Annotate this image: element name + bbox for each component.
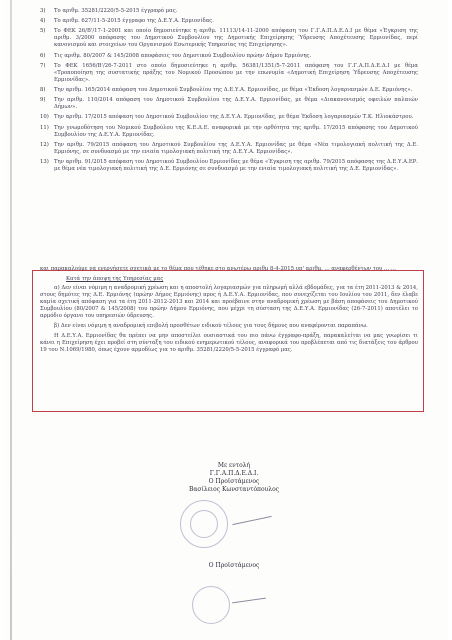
decision-section xyxy=(40,262,418,357)
reference-text: Την αριθμ. 91/2015 απόφαση του Δημοτικού Συμβουλίου Ερμιονίδας με θέμα «Έγκριση της αριθμ. 79/2015 απόφασης της Δ.Ε.Υ.Α.ΕΡ. με θέμα νέα τιμολογιακή πολιτική της Δ.Ε. Ερμιόνης σε συνδυασμό με την ενιαία τιμολογιακή πολιτική της Δ.Ε. Ερμιονίδας». xyxy=(54,158,418,172)
reference-item xyxy=(40,114,418,121)
reference-text: Το ΦΕΚ 26/Β'/17-1-2001 και οποίο δημοσιεύτηκε η αριθμ. 11113/14-11-2000 απόφαση του Γ.Γ.Α.Π.Δ.Ε.Δ.Ι με θέμα «Έγκριση της αριθμ. 3/2000 απόφασης του Δημοτικού Συμβουλίου της Δημοτικής Επιχείρησης Ύδρευσης Αποχέτευσης Ερμιονίδας, περί κανονισμού και στοιχείων του Οργανισμού Εσωτερικής Υπηρεσίας της Επιχείρησης». xyxy=(54,28,418,49)
reference-number: 13) xyxy=(40,158,49,165)
document-body xyxy=(40,8,418,176)
section-subheading: Κατά την άποψη της Υπηρεσίας μας xyxy=(66,276,164,282)
paragraph-b: β) Δεν είναι νόμιμη η αναδρομική επιβολή προσθέτων ειδικού τέλους για τους δήμους που αναφέρονται παραπάνω. xyxy=(54,323,368,329)
signature-org: Γ.Γ.Α.Π.Δ.Ε.Δ.Ι. xyxy=(209,470,259,477)
reference-item xyxy=(40,53,418,60)
reference-number: 11) xyxy=(40,124,49,131)
reference-item xyxy=(40,28,418,49)
reference-item xyxy=(40,87,418,94)
reference-text: Το αριθμ. 35281/2220/5-5-2015 έγγραφό μας. xyxy=(54,8,178,14)
lower-stamp xyxy=(192,586,230,624)
scan-edge xyxy=(10,0,12,640)
reference-item xyxy=(40,142,418,156)
signature-order: Με εντολή xyxy=(217,462,251,469)
reference-item xyxy=(40,8,418,15)
reference-text: Το αριθμ. 627/11-5-2015 έγγραφο της Δ.Ε.Υ.Α. Ερμιονίδας. xyxy=(54,18,214,25)
reference-number: 9) xyxy=(40,97,46,104)
reference-number: 3) xyxy=(40,8,46,14)
reference-text: Την αριθμ. 79/2015 απόφαση του Δημοτικού Συμβουλίου της Δ.Ε.Υ.Α. Ερμιονίδας με θέμα «Νέα τιμολογιακή πολιτική της Δ.Ε. Ερμιόνης, σε συνδυασμό με την ενιαία τιμολογιακή πολιτική της Δ.Ε.Υ.Α. Ερμιονίδας». xyxy=(54,141,418,155)
reference-number: 4) xyxy=(40,18,46,25)
signature-block xyxy=(124,462,344,494)
signature-block-2 xyxy=(124,562,344,570)
reference-text: Την αριθμ. 17/2015 απόφαση του Δημοτικού Συμβουλίου της Δ.Ε.Υ.Α. Ερμιονίδας, με θέμα Έκδοση λογαριασμών Τ.Κ. Ηλιοκάστρου. xyxy=(54,114,414,121)
lower-handwritten-signature xyxy=(232,598,266,604)
reference-number: 6) xyxy=(40,52,46,59)
reference-number: 12) xyxy=(40,141,49,148)
reference-text: Την γνωμοδότηση του Νομικού Συμβούλου της Κ.Ε.Δ.Ε. αναφορικά με την ορθότητα της αριθμ. 17/2015 απόφασης του Δημοτικού Συμβουλίου της Δ.Ε.Υ.Α. Ερμιονίδας. xyxy=(54,124,418,138)
signature-role: Ο Προϊστάμενος xyxy=(208,478,260,485)
reference-number: 7) xyxy=(40,62,46,69)
handwritten-signature xyxy=(232,516,271,525)
reference-item xyxy=(40,159,418,173)
reference-item xyxy=(40,63,418,84)
signature-name: Βασίλειος Κωνσταντόπουλος xyxy=(188,486,280,493)
reference-number: 8) xyxy=(40,86,46,93)
official-stamp-inner xyxy=(190,510,218,538)
signature2-role: Ο Προϊστάμενος xyxy=(208,562,260,569)
reference-text: Την αριθμ. 110/2014 απόφαση του Δημοτικού Συμβουλίου της Δ.Ε.Υ.Α. Ερμιονίδας, με θέμα «Διακανονισμός οφειλών παλαιών Δήμων». xyxy=(54,97,418,111)
reference-number: 10) xyxy=(40,114,49,121)
reference-item xyxy=(40,18,418,25)
reference-item xyxy=(40,97,418,111)
document-page xyxy=(4,0,448,640)
reference-item xyxy=(40,125,418,139)
reference-text: Τις αριθμ. 80/2007 & 145/2008 αποφάσεις του Δημοτικού Συμβουλίου πρώην Δήμου Ερμιόνης. xyxy=(54,52,312,59)
paragraph-a: α) Δεν είναι νόμιμη η αναδρομική χρέωση και η αποστολή λογαριασμών για πληρωμή αλλά εβδομάδες, για τα έτη 2011-2013 & 2014, στους δημότες της Δ.Ε. Ερμιόνης (πρώην Δήμος Ερμιόνης) προς ή Δ.Ε.Υ.Α. Ερμιονίδας, που συνεχίζεται του Ιουλίου του 2011, δεν έλαβε καμία σχετική απόφαση για τα έτη 2011-2012-2013 και 2014 και προέβαινε στην αναδρομική χρέωση με βάση αποφάσεις του Δημοτικού Συμβουλίου (80/2007 & 145/2008) του πρώην Δήμου Ερμιόνης, που μέχρι τη σύσταση της Δ.Ε.Υ.Α. Ερμιονίδας (26-7-2011) αποτέλει το αρμόδιο όργανο του υπηρεσιών ύδρευσης. xyxy=(40,285,418,319)
reference-number: 5) xyxy=(40,28,46,35)
paragraph-c: Η Δ.Ε.Υ.Α. Ερμιονίδας θα πρέπει να μην αποστείλει ουσιαστικά του πιο πάνω έγγραφο-πράξη, παρακαλείται να μας γνωρίσει τι κάνει η Επιχείρηση έχει προβεί στη σύνταξη του ειδικού ενημερωτικού τέλους, αναφορικά του προβλέπεται από τις διατάξεις του άρθρου 19 του Ν.1069/1980, όπως έχουν αρμοδίως για το αριθμ. 35281/2220/5-5-2015 έγγραφό μας. xyxy=(40,333,418,353)
intro-paragraph: και παρακαλούμε να ενεργήσετε σχετικά με το θέμα που τέθηκε στο ανωτέρω αριθμ 8-4-2015 υπ' αριθμ. ... αναφερθέντων του ... ... xyxy=(40,266,396,272)
reference-text: Το ΦΕΚ 1656/Β'/26-7-2011 στο οποίο δημοσιεύτηκε η αριθμ. 56381/1351/5-7-2011 απόφαση του Γ.Γ.Α.Π.Δ.Ε.Δ.Ι με θέμα «Τροποποίηση της συστατικής πράξης του Νομικού Προσώπου με την επωνυμία «Δημοτική Επιχείρηση Ύδρευσης Αποχέτευσης Ερμιονίδας». xyxy=(54,62,418,83)
reference-text: Την αριθμ. 165/2014 απόφαση του Δημοτικού Συμβουλίου της Δ.Ε.Υ.Α. Ερμιονίδας, με θέμα «Έκδοση λογαριασμών Δ.Ε. Ερμιόνης». xyxy=(54,86,413,93)
